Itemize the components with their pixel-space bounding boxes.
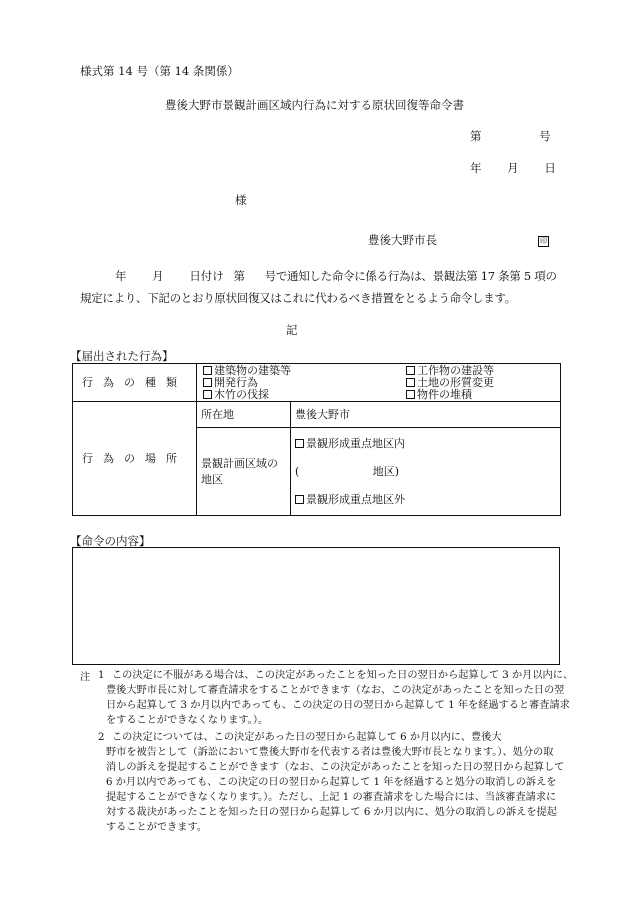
body-dai: 第 xyxy=(233,269,245,283)
area-label xyxy=(197,428,291,516)
checkbox-icon xyxy=(295,439,304,448)
note-line: 豊後大野市長に対して審査請求をすることができます（なお、この決定があったことを知った日の翌 xyxy=(106,685,565,696)
body-line-1 xyxy=(115,268,557,284)
note-line: 日から起算して 3 か月以内であっても、この決定の日の翌日から起算して 1 年を経過すると審査請求 xyxy=(106,700,570,711)
checkbox-icon xyxy=(406,378,415,387)
note-line: 提起することができなくなります。）。ただし、上記 1 の審査請求をした場合には、当該審査請求に xyxy=(106,792,557,803)
document-number xyxy=(470,128,551,144)
kind-option-label: 物件の堆積 xyxy=(417,387,472,401)
checkbox-icon xyxy=(295,495,304,504)
note-line: 対する裁決があったことを知った日の翌日から起算して 6 か月以内に、処分の取消しの訴えを提起 xyxy=(106,807,557,818)
area-option-label: 景観形成重点地区内 xyxy=(306,436,405,450)
place-label: 行為の場所 xyxy=(73,402,197,516)
seal-icon: 印 xyxy=(540,237,547,245)
location-value: 豊後大野市 xyxy=(291,402,561,428)
note-line: この決定に不服がある場合は、この決定があったことを知った日の翌日から起算して 3 か月以内に、 xyxy=(112,670,574,681)
area-options xyxy=(291,428,561,516)
number-suffix: 号 xyxy=(539,129,551,143)
kind-option-label: 開発行為 xyxy=(214,375,258,389)
area-label-line-1: 景観計画区域の xyxy=(201,456,278,470)
kind-label: 行為の種類 xyxy=(73,364,197,402)
kind-col-2 xyxy=(406,365,494,401)
form-number: 様式第 14 号（第 14 条関係） xyxy=(80,64,239,78)
kind-col-1 xyxy=(203,365,291,401)
paren-open: ( xyxy=(295,464,300,478)
note-line: 6 か月以内であっても、この決定の日の翌日から起算して 1 年を経過すると処分の取消しの訴えを xyxy=(106,777,557,788)
number-prefix: 第 xyxy=(470,129,482,143)
document-title: 豊後大野市景観計画区域内行為に対する原状回復等命令書 xyxy=(165,98,464,112)
area-label-line-2: 地区 xyxy=(201,472,223,486)
acts-table xyxy=(72,363,561,516)
note-line: この決定については、この決定があった日の翌日から起算して 6 か月以内に、豊後大 xyxy=(112,732,502,743)
note-line: 野市を被告として（訴訟において豊後大野市を代表する者は豊後大野市長となります。）、処分の取 xyxy=(106,747,554,758)
kind-option[interactable] xyxy=(203,389,291,401)
section-acts: 【届出された行為】 xyxy=(70,349,174,363)
area-district-field[interactable] xyxy=(295,464,556,480)
paren-close: 地区) xyxy=(372,464,400,478)
notes-label: 注 xyxy=(80,672,91,683)
note-2 xyxy=(98,730,568,835)
note-number: 1 xyxy=(98,670,105,681)
area-option-inside[interactable] xyxy=(295,436,556,452)
body-day-suffix: 日付け xyxy=(189,269,224,283)
checkbox-icon xyxy=(203,390,212,399)
ki-label: 記 xyxy=(286,323,298,337)
checkbox-icon xyxy=(203,366,212,375)
body-month: 月 xyxy=(152,269,164,283)
kind-options xyxy=(197,364,561,402)
area-option-outside[interactable] xyxy=(295,492,556,508)
addressee-suffix: 様 xyxy=(235,193,247,207)
body-line-2: 規定により、下記のとおり原状回復又はこれに代わるべき措置をとるよう命令します。 xyxy=(80,291,516,305)
date-day: 日 xyxy=(544,161,556,175)
note-line: をすることができなくなります。）。 xyxy=(106,715,269,726)
kind-option-label: 木竹の伐採 xyxy=(214,387,269,401)
area-option-label: 景観形成重点地区外 xyxy=(306,492,405,506)
note-line: することができます。 xyxy=(106,822,208,833)
body-line-1-rest: 号で通知した命令に係る行為は、景観法第 17 条第 5 項の xyxy=(264,269,557,283)
date-year: 年 xyxy=(470,161,482,175)
date-month: 月 xyxy=(507,161,519,175)
kind-option[interactable] xyxy=(406,389,494,401)
body-year: 年 xyxy=(115,269,127,283)
note-number: 2 xyxy=(98,732,105,743)
checkbox-icon xyxy=(406,390,415,399)
section-order: 【命令の内容】 xyxy=(70,534,151,548)
issuer-name: 豊後大野市長 xyxy=(368,233,437,247)
seal-mark xyxy=(538,232,549,247)
kind-option-label: 工作物の建設等 xyxy=(417,363,494,377)
location-label: 所在地 xyxy=(197,402,291,428)
issue-date xyxy=(470,160,556,176)
order-content-box[interactable] xyxy=(72,547,560,665)
checkbox-icon xyxy=(203,378,212,387)
kind-option-label: 建築物の建築等 xyxy=(214,363,291,377)
kind-option-label: 土地の形質変更 xyxy=(417,375,494,389)
note-1 xyxy=(98,668,574,728)
checkbox-icon xyxy=(406,366,415,375)
note-line: 消しの訴えを提起することができます（なお、この決定があったことを知った日の翌日から起算して xyxy=(106,762,565,773)
